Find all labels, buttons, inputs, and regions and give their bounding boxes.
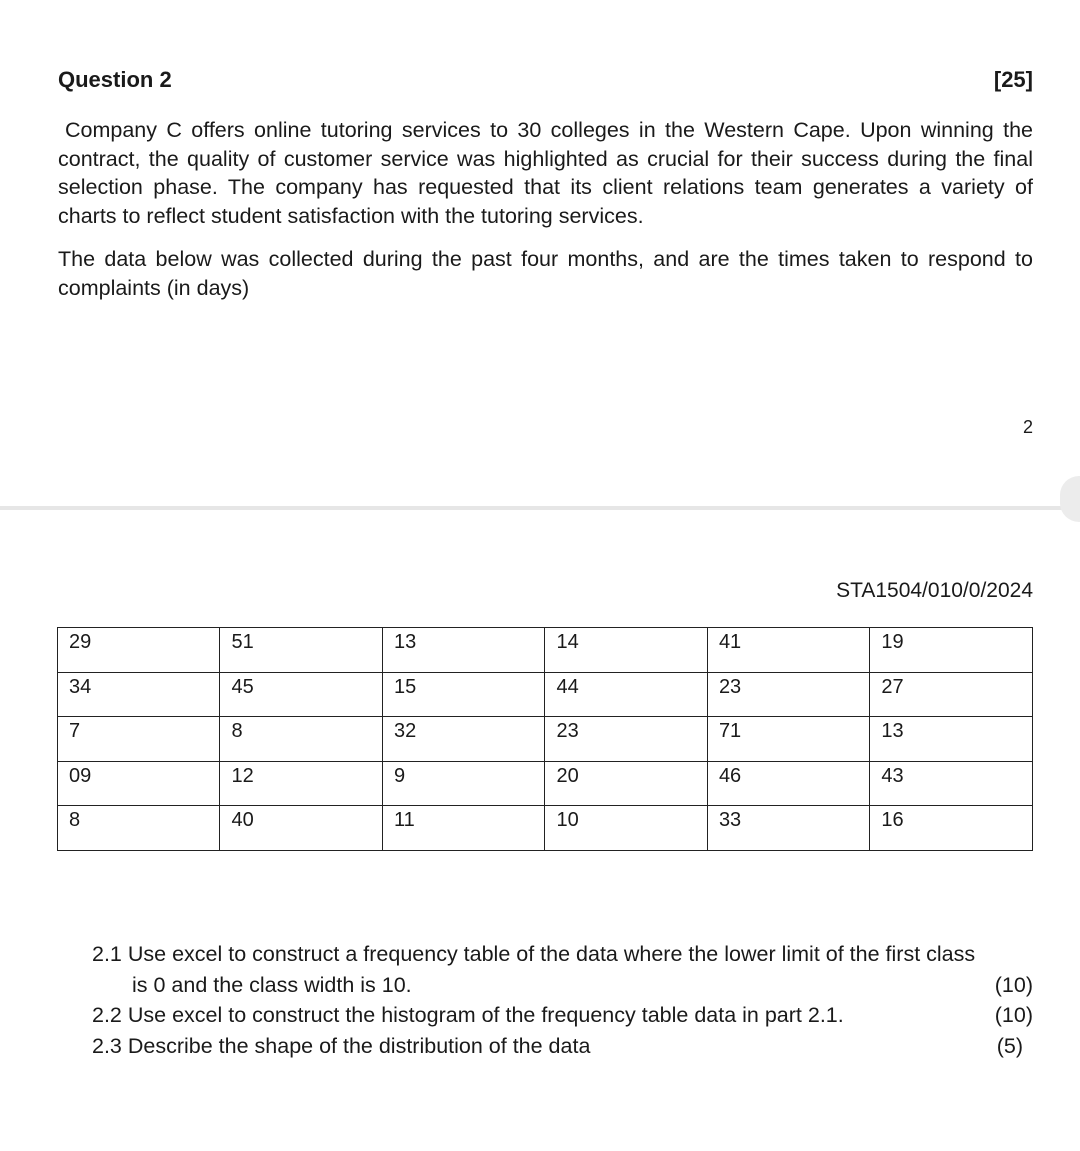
table-cell: 40 bbox=[220, 806, 382, 851]
task-2-3 bbox=[92, 1031, 1033, 1062]
table-cell: 13 bbox=[870, 717, 1033, 762]
task-2-2-text: 2.2 Use excel to construct the histogram of the frequency table data in part 2.1. bbox=[92, 1003, 844, 1027]
table-cell: 20 bbox=[545, 761, 707, 806]
table-cell: 34 bbox=[58, 672, 220, 717]
task-2-2-marks: (10) bbox=[994, 1003, 1033, 1027]
question-heading bbox=[58, 67, 1033, 93]
table-cell: 12 bbox=[220, 761, 382, 806]
table-cell: 32 bbox=[382, 717, 544, 762]
table-cell: 44 bbox=[545, 672, 707, 717]
task-2-1-marks: (10) bbox=[994, 972, 1033, 997]
task-2-2 bbox=[92, 1000, 1033, 1031]
table-cell: 27 bbox=[870, 672, 1033, 717]
table-cell: 14 bbox=[545, 628, 707, 673]
table-cell: 29 bbox=[58, 628, 220, 673]
task-list bbox=[92, 939, 1033, 1061]
table-row bbox=[58, 806, 1033, 851]
table-cell: 15 bbox=[382, 672, 544, 717]
table-cell: 51 bbox=[220, 628, 382, 673]
question-title: Question 2 bbox=[58, 67, 172, 92]
scroll-handle[interactable] bbox=[1060, 476, 1080, 522]
task-2-1-line-1: 2.1 Use excel to construct a frequency table of the data where the lower limit of the first class bbox=[92, 942, 976, 966]
table-cell: 43 bbox=[870, 761, 1033, 806]
task-2-1-line-2 bbox=[92, 970, 1033, 1001]
table-cell: 23 bbox=[707, 672, 869, 717]
task-2-1-text-continued: is 0 and the class width is 10. bbox=[132, 972, 412, 997]
table-cell: 7 bbox=[58, 717, 220, 762]
table-cell: 19 bbox=[870, 628, 1033, 673]
document-reference: STA1504/010/0/2024 bbox=[836, 579, 1033, 602]
table-row bbox=[58, 628, 1033, 673]
data-note-paragraph: The data below was collected during the past four months, and are the times taken to respond to complaints (in days) bbox=[58, 247, 1033, 300]
page-number: 2 bbox=[1022, 417, 1033, 437]
table-cell: 71 bbox=[707, 717, 869, 762]
task-2-3-text: 2.3 Describe the shape of the distribution of the data bbox=[92, 1033, 591, 1058]
table-cell: 10 bbox=[545, 806, 707, 851]
table-cell: 33 bbox=[707, 806, 869, 851]
question-marks: [25] bbox=[993, 67, 1033, 92]
table-cell: 45 bbox=[220, 672, 382, 717]
table-cell: 13 bbox=[382, 628, 544, 673]
response-times-table bbox=[57, 627, 1033, 851]
table-cell: 46 bbox=[707, 761, 869, 806]
table-cell: 23 bbox=[545, 717, 707, 762]
page-divider bbox=[0, 506, 1062, 510]
table-cell: 9 bbox=[382, 761, 544, 806]
table-cell: 8 bbox=[220, 717, 382, 762]
table-cell: 8 bbox=[58, 806, 220, 851]
table-row bbox=[58, 672, 1033, 717]
table-row bbox=[58, 761, 1033, 806]
table-cell: 16 bbox=[870, 806, 1033, 851]
task-2-3-marks: (5) bbox=[996, 1033, 1023, 1058]
table-cell: 41 bbox=[707, 628, 869, 673]
table-cell: 11 bbox=[382, 806, 544, 851]
table-cell: 09 bbox=[58, 761, 220, 806]
intro-paragraph: Company C offers online tutoring services to 30 colleges in the Western Cape. Upon winning the contract, the quality of customer service was highlighted as crucial for their success during the final selection phase. The company has requested that its client relations team generates a variety of charts to reflect student satisfaction with the tutoring services. bbox=[58, 118, 1033, 228]
table-row bbox=[58, 717, 1033, 762]
